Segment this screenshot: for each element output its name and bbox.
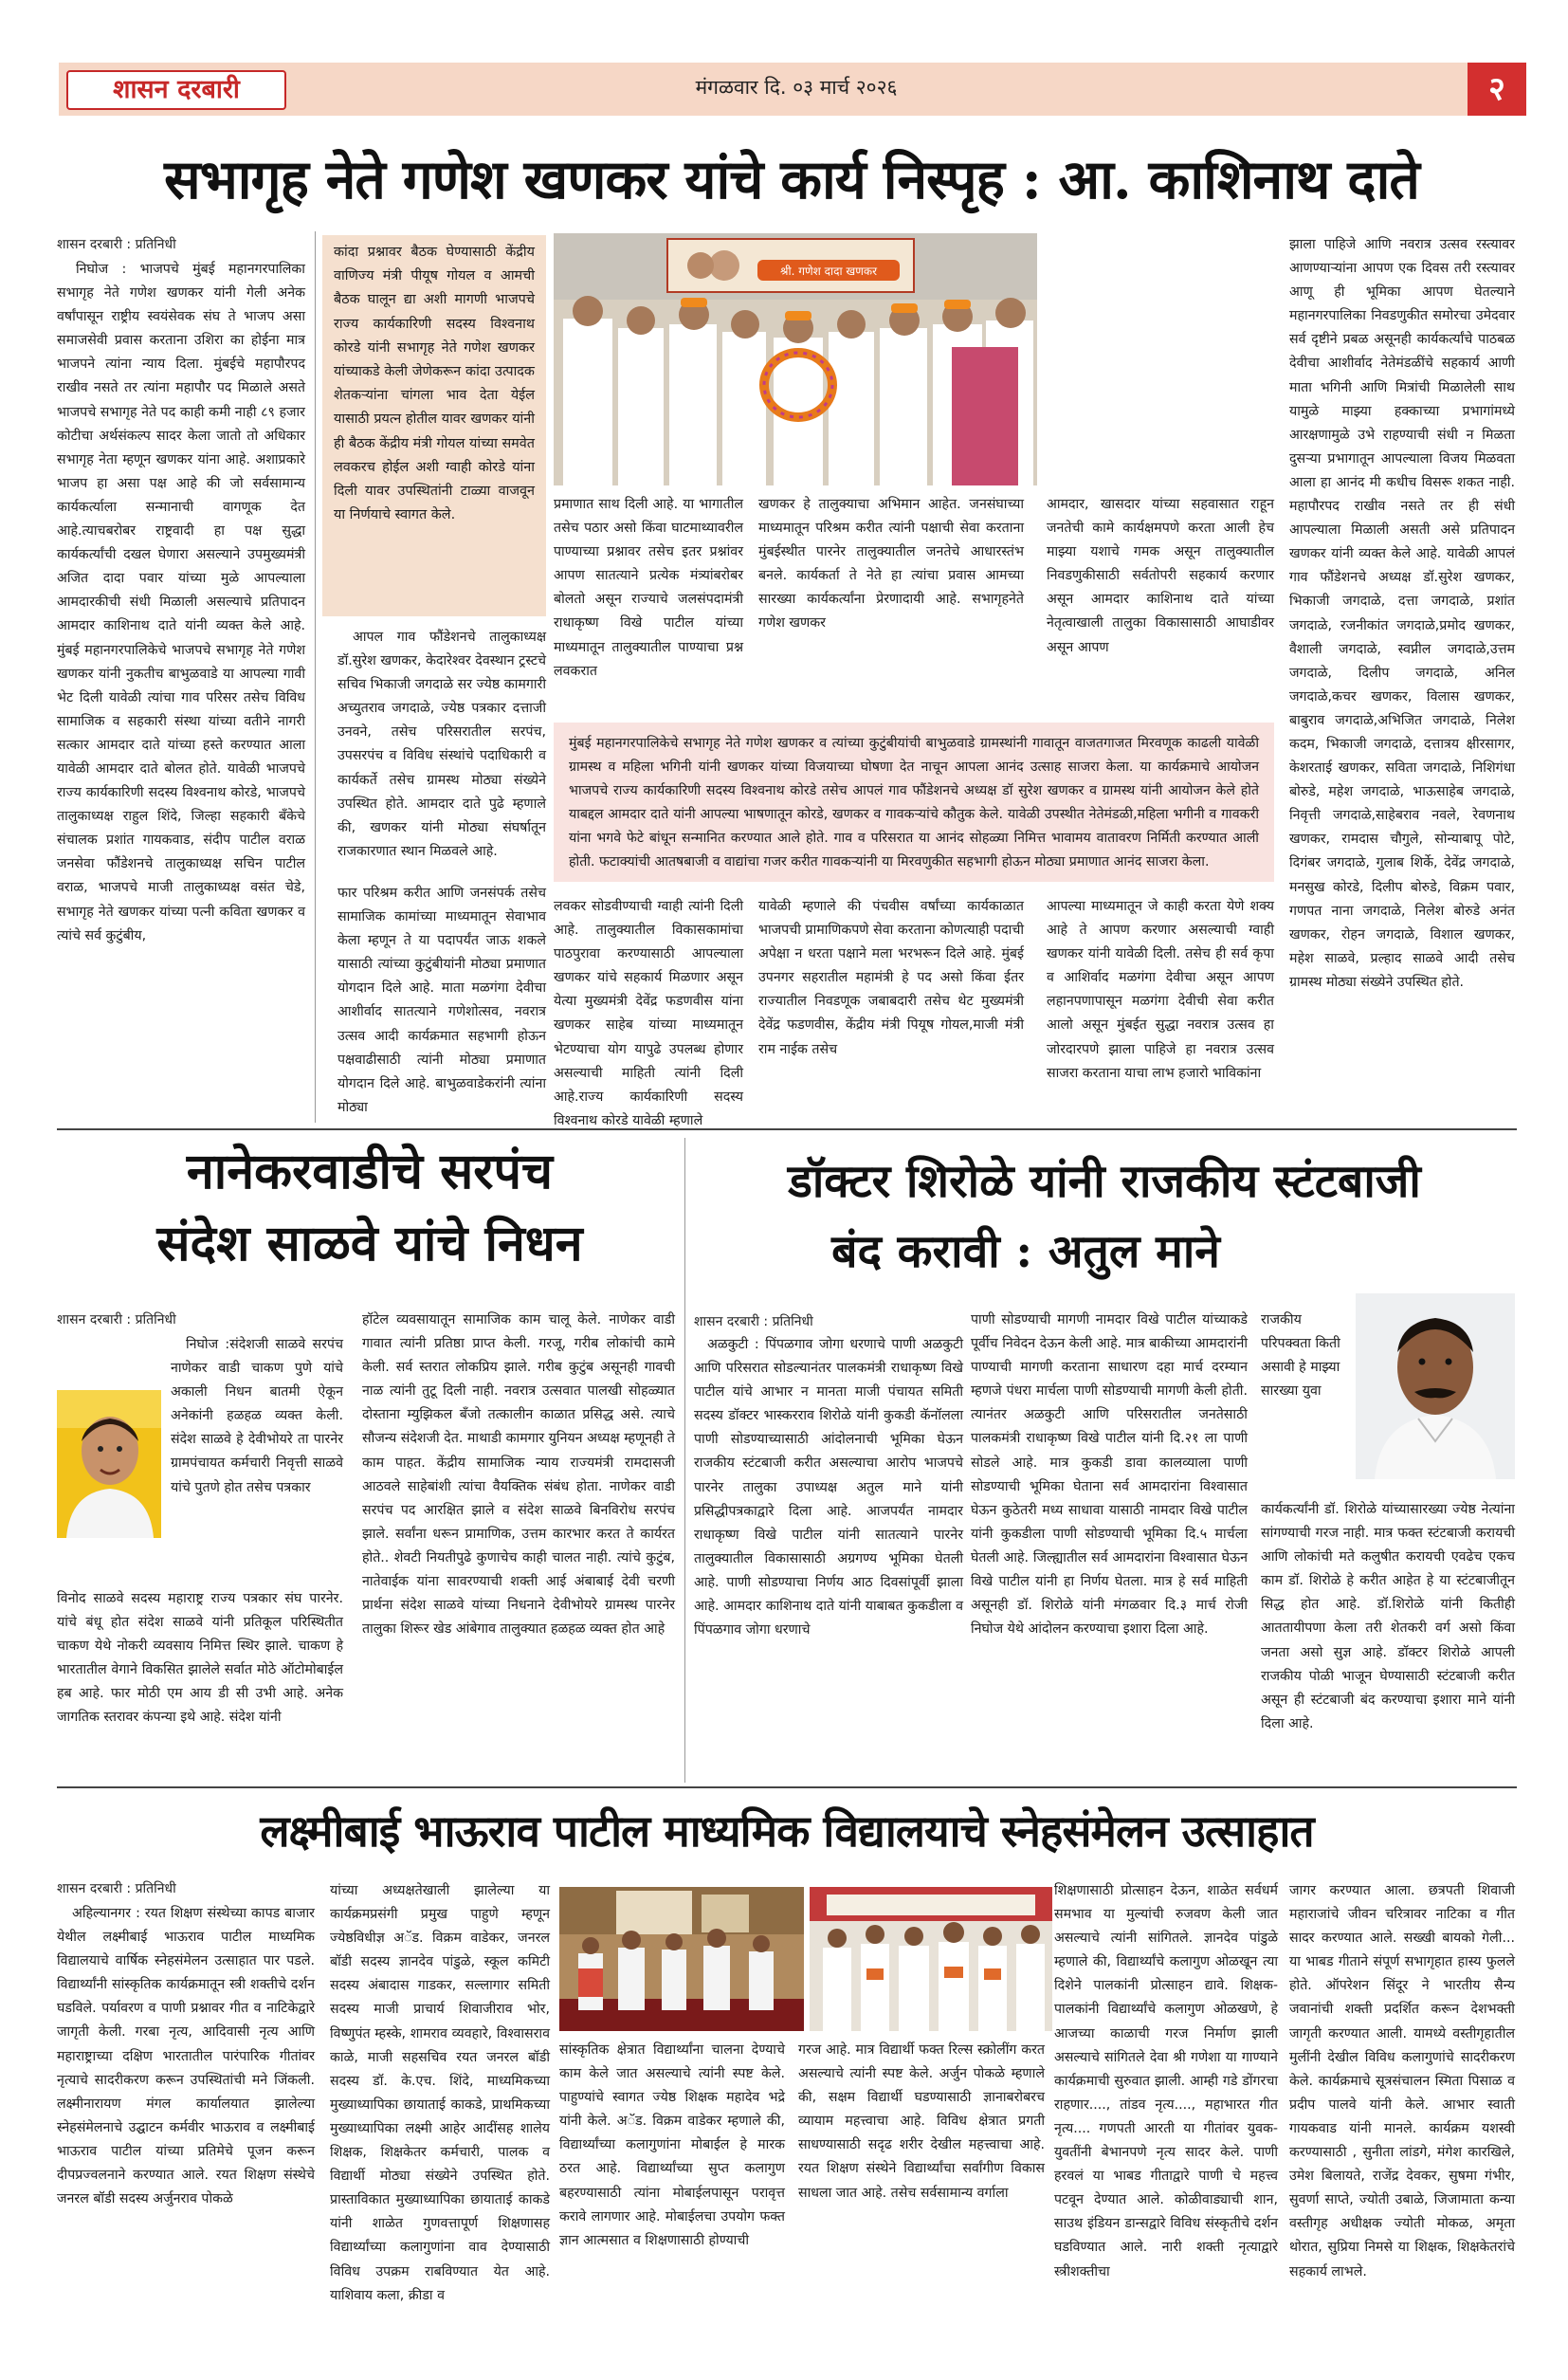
column-rule — [684, 1138, 685, 1783]
story1-column-5-bottom: आपल्या माध्यमातून जे काही करता येणे शक्य आहे ते आपण करणार असल्याची ग्वाही खणकर यांनी यावेळी दिली. तसेच ही सर्व कृपा व आशिर्वाद मळगंगा देवीचा असून आपण लहानपणापासून मळगंगा देवीची सेवा करीत आलो असून मुंबईत सुद्धा नवरात्र उत्सव हा जोरदारपणे झाला पाहिजे हा नवरात्र उत्सव साजरा करताना याचा लाभ हजारो भाविकांना — [1047, 899, 1274, 1081]
brand-logo: शासन दरबारी — [66, 70, 286, 110]
story4-column-6: जागर करण्यात आला. छत्रपती शिवाजी महाराजांचे जीवन चरित्रावर नाटिका व गीत सादर करण्यात आले. सख्खी बायको गेली... या भाबड गीताने संपूर्ण सभागृहात हास्य फुलले होते. ऑपरेशन सिंदूर ने भारतीय सैन्य जवानांची शक्ती प्रदर्शित करून देशभक्ती जागृती करण्यात आली. यामध्ये वस्तीगृहातील मुलींनी देखील विविध कलागुणांचे सादरीकरण केले. कार्यक्रमाचे सूत्रसंचालन स्मिता पिसाळ व प्रदीप पालवे यांनी केले. आभार स्वाती गायकवाड यांनी मानले. कार्यक्रम यशस्वी करण्यासाठी , सुनीता लांडगे, मंगेश कारखिले, उमेश बिलायते, राजेंद्र देवकर, सुषमा गंभीर, सुवर्णा साप्ते, ज्योती उबाळे, जिजामाता कन्या वस्तीगृह अधीक्षक ज्योती मोकळ, अमृता थोरात, सुप्रिया निमसे या शिक्षक, शिक्षकेतरांचे सहकार्य लाभले. — [1289, 1883, 1515, 2279]
story1-column-2-bottom: लवकर सोडवीण्याची ग्वाही त्यांनी दिली आहे. तालुक्यातील विकासकामांचा पाठपुरावा करण्यासाठी आपल्याला खणकर यांचे सहकार्य मिळणार असून येत्या मुख्यमंत्री देवेंद्र फडणवीस यांना खणकर साहेब यांच्या माध्यमातून भेटण्याचा योग यापुढे उपलब्ध होणार असल्याची माहिती त्यांनी दिली आहे.राज्य कार्यकारिणी सदस्य विश्वनाथ कोरडे यावेळी म्हणाले — [554, 899, 743, 1128]
felicitation-banner-text: श्री. गणेश दादा खणकर — [779, 265, 878, 278]
story1-felicitation-photo — [554, 233, 1037, 485]
story4-column-2: यांच्या अध्यक्षतेखाली झालेल्या या कार्यक्रमप्रसंगी प्रमुख पाहुणे म्हणून ज्येष्ठविधीज्ञ अॅड. विक्रम वाडेकर, जनरल बॉडी सदस्य ज्ञानदेव पांडुळे, स्कूल कमिटी सदस्य अंबादास गाडकर, सल्लागार समिती सदस्य माजी प्राचार्य शिवाजीराव भोर, विष्णुपंत म्हस्के, शामराव व्यवहारे, विश्वासराव काळे, माजी सहसचिव रयत जनरल बॉडी सदस्य डॉ. के.एच. शिंदे, माध्यमिकच्या मुख्याध्यापिका छायाताई काकडे, प्राथमिकच्या मुख्याध्यापिका लक्ष्मी आहेर आदींसह शालेय शिक्षक, शिक्षकेतर कर्मचारी, पालक व विद्यार्थी मोठ्या संख्येने उपस्थित होते. प्रास्ताविकात मुख्याध्यापिका छायाताई काकडे यांनी शाळेत गुणवत्तापूर्ण शिक्षणासह विद्यार्थ्यांच्या कलागुणांना वाव देण्यासाठी विविध उपक्रम राबविण्यात येत आहे. याशिवाय कला, क्रीडा व — [330, 1883, 550, 2303]
story4-headline: लक्ष्मीबाई भाऊराव पाटील माध्यमिक विद्यालयाचे स्नेहसंमेलन उत्साहात — [260, 1805, 1314, 1857]
story3-headline-line2: बंद करावी : अतुल माने — [831, 1225, 1220, 1278]
story1-headline: सभागृह नेते गणेश खणकर यांचे कार्य निस्पृह : आ. काशिनाथ दाते — [164, 148, 1419, 211]
story1-byline: शासन दरबारी : प्रतिनिधी — [57, 237, 176, 252]
story1-column-6: झाला पाहिजे आणि नवरात्र उत्सव रस्त्यावर आणण्याऱ्यांना आपण एक दिवस तरी रस्त्यावर आणू ही भूमिका आपण घेतल्याने महानगरपालिका निवडणुकीत समोरचा उमेदवार सर्व दृष्टीने प्रबळ असूनही कार्यकर्त्यांचे पाठबळ देवीचा आशीर्वाद नेतेमंडळींचे सहकार्य आणी माता भगिनी आणि मित्रांची मिळालेली साथ यामुळे माझ्या हक्काच्या प्रभागांमध्ये आरक्षणामुळे उभे राहण्याची संधी न मिळता दुसऱ्या प्रभागातून आपल्याला विजय मिळवता आला हा आनंद मी कधीच विसरू शकत नाही. महापौरपद राखीव नसते तर ही संधी आपल्याला मिळाली असती असे प्रतिपादन खणकर यांनी व्यक्त केले आहे. यावेळी आपलं गाव फौंडेशनचे अध्यक्ष डॉ.सुरेश खणकर, भिकाजी जगदाळे, दत्ता जगदाळे, प्रशांत जगदाळे, रजनीकांत जगदाळे,प्रमोद खणकर, वैशाली जगदाळे, स्वप्नील जगदाळे,उत्तम जगदाळे, दिलीप जगदाळे, अनिल जगदाळे,कचर खणकर, विलास खणकर, बाबुराव जगदाळे,अभिजित जगदाळे, निलेश कदम, भिकाजी जगदाळे, दत्तात्रय क्षीरसागर, केशरताई खणकर, सविता जगदाळे, निशिगंधा बोरुडे, महेश जगदाळे, भाऊसाहेब जगदाळे, निवृत्ती जगदाळे,साहेबराव नवले, रेवणनाथ खणकर, रामदास चौगुले, सोन्याबापू पोटे, दिगंबर जगदाळे, गुलाब शिर्के, देवेंद्र जगदाळे, मनसुख कोरडे, दिलीप बोरुडे, विक्रम पवार, गणपत नाना जगदाळे, निलेश बोरुडे अनंत खणकर, रोहन जगदाळे, विशाल खणकर, महेश साळवे, प्रल्हाद साळवे आदी तसेच ग्रामस्थ मोठ्या संख्येने उपस्थित होते. — [1289, 237, 1515, 990]
section-divider — [57, 1128, 1517, 1130]
story4-function-photo-2 — [810, 1887, 1052, 2031]
page-number: २ — [1468, 63, 1526, 116]
section-divider — [57, 1786, 1517, 1788]
story1-column-2-mid: फार परिश्रम करीत आणि जनसंपर्क तसेच सामाजिक कामांच्या माध्यमातून सेवाभाव केला म्हणून ते या पदापर्यंत जाऊ शकले यासाठी त्यांच्या कुटुंबीयांनी मोठ्या प्रमाणात योगदान दिले आहे. माता मळगंगा देवीचा आशीर्वाद सातत्याने गणेशोत्सव, नवरात्र उत्सव आदी कार्यक्रमात सहभागी होऊन पक्षवाढीसाठी त्यांनी मोठ्या प्रमाणात योगदान दिले आहे. बाभुळवाडेकरांनी त्यांना मोठ्या — [337, 886, 546, 1115]
story1-column-3-mid: यावेळी म्हणाले की पंचवीस वर्षांच्या कार्यकाळात भाजपची प्रामाणिकपणे सेवा करताना कोणत्याही पदाची अपेक्षा न धरता पक्षाने मला भरभरून दिले आहे. मुंबई उपनगर सहरातील महामंत्री हे पद असो किंवा ईतर राज्यातील निवडणूक जबाबदारी तसेच थेट मुख्यमंत्री देवेंद्र फडणवीस, केंद्रीय मंत्री पियूष गोयल,माजी मंत्री राम नाईक तसेच — [758, 899, 1024, 1057]
story1-column-4: खणकर हे तालुक्याचा अभिमान आहेत. जनसंघाच्या माध्यमातून परिश्रम करीत त्यांनी पक्षाची सेवा करताना मुंबईस्थीत पारनेर तालुक्यातील जनतेचे आधारस्तंभ बनले. कार्यकर्ता ते नेते हा त्यांचा प्रवास आमच्या सारख्या कार्यकर्त्यांना प्रेरणादायी आहे. सभागृहनेते गणेश खणकर — [758, 497, 1024, 632]
story4-column-4: गरज आहे. मात्र विद्यार्थी फक्त रिल्स स्क्रोलींग करत असल्याचे त्यांनी स्पष्ट केले. अर्जुन पोकळे म्हणाले की, सक्षम विद्यार्थी घडण्यासाठी ज्ञानाबरोबरच व्यायाम महत्त्वाचा आहे. विविध क्षेत्रात प्रगती साधण्यासाठी सदृढ शरीर देखील महत्त्वाचा आहे. रयत शिक्षण संस्थेने विद्यार्थ्यांचा सर्वांगीण विकास साधला जात आहे. तसेच सर्वसामान्य वर्गाला — [798, 2042, 1045, 2201]
story1-highlight-text: कांदा प्रश्नावर बैठक घेण्यासाठी केंद्रीय वाणिज्य मंत्री पीयूष गोयल व आमची बैठक घालून द्या अशी मागणी भाजपचे राज्य कार्यकारिणी सदस्य विश्वनाथ कोरडे यांनी सभागृह नेते गणेश खणकर यांच्याकडे केली जेणेकरून कांदा उत्पादक शेतकऱ्यांना चांगला भाव देता येईल यासाठी प्रयत्न होतील यावर खणकर यांनी ही बैठक केंद्रीय मंत्री गोयल यांच्या समवेत लवकरच होईल अशी ग्वाही कोरडे यांना दिली यावर उपस्थितांनी टाळ्या वाजवून या निर्णयाचे स्वागत केले. — [334, 245, 535, 523]
story1-pink-box — [554, 723, 1274, 882]
story3-byline: शासन दरबारी : प्रतिनिधी — [694, 1314, 813, 1329]
story1-pink-text: मुंबई महानगरपालिकेचे सभागृह नेते गणेश खणकर व त्यांच्या कुटुंबीयांची बाभुळवाडे ग्रामस्थांनी गावातून वाजतगाजत मिरवणूक काढली यावेळी ग्रामस्थ व महिला भगिनी यांनी खणकर यांच्या विजयाच्या घोषणा देत नाचून आपला आनंद उत्साह साजरा केला. या कार्यक्रमाचे आयोजन भाजपचे राज्य कार्यकारिणी सदस्य विश्वनाथ कोरडे तसेच आपलं गाव फौंडेशनचे अध्यक्ष डॉ सुरेश खणकर व ग्रामस्थ यांनी आयोजन केले होते याबद्दल आमदार दाते यांनी आपल्या भाषणातून कोरडे, खणकर व गावकऱ्यांचे कौतुक केले. यावेळी उपस्थीत नेतेमंडळी,महिला भगीनी व गावकरी यांना भगवे फेटे बांधून सन्मानित करण्यात आले होते. गाव व परिसरात या आनंद सोहळ्या निमित्त भावामय वातावरण निर्मिती करण्यात आली होती. फटाक्यांची आतषबाजी व वाद्यांचा गजर करीत गावकऱ्यांनी या मिरवणुकीत सहभागी होऊन मोठ्या प्रमाणात आनंद साजरा केला. — [569, 736, 1259, 870]
issue-date: मंगळवार दि. ०३ मार्च २०२६ — [695, 76, 898, 99]
story1-highlight-box — [322, 235, 546, 616]
story3-column-2: पाणी सोडण्याची मागणी नामदार विखे पाटील यांच्याकडे पूर्वीच निवेदन देऊन केली आहे. मात्र बाकीच्या आमदारांनी पाण्याची मागणी करताना साधारण दहा मार्च दरम्यान म्हणजे पंधरा मार्चला पाणी सोडण्याची मागणी केली होती. त्यानंतर अळकुटी आणि परिसरातील जनतेसाठी पालकमंत्री राधाकृष्ण विखे पाटील यांनी दि.२१ ला पाणी सोडले आहे. मात्र कुकडी डावा कालव्याला पाणी सोडण्याची भूमिका घेताना सर्व आमदारांना विश्वासात घेऊन कुठेतरी मध्य साधावा यासाठी नामदार विखे पाटील यांनी कुकडीला पाणी सोडण्याची भूमिका दि.५ मार्चला घेतली आहे. जिल्ह्यातील सर्व आमदारांना विश्वासात घेऊन विखे पाटील यांनी हा निर्णय घेतला. मात्र हे सर्व माहिती असूनही डॉ. शिरोळे यांनी मंगळवार दि.३ मार्च रोजी निघोज येथे आंदोलन करण्याचा इशारा दिला आहे. — [971, 1312, 1248, 1638]
story4-column-3: सांस्कृतिक क्षेत्रात विद्यार्थ्यांना चालना देण्याचे काम केले जात असल्याचे त्यांनी स्पष्ट केले. पाहुण्यांचे स्वागत ज्येष्ठ शिक्षक महादेव भद्रे यांनी केले. अॅड. विक्रम वाडेकर म्हणाले की, विद्यार्थ्यांच्या कलागुणांना मोबाईल हे मारक ठरत आहे. विद्यार्थ्यांच्या सुप्त कलागुण बहरण्यासाठी त्यांना मोबाईलपासून परावृत्त करावे लागणार आहे. मोबाईलचा उपयोग फक्त ज्ञान आत्मसात व शिक्षणासाठी होण्याची — [559, 2042, 785, 2248]
story1-column-3: प्रमाणात साथ दिली आहे. या भागातील तसेच पठार असो किंवा घाटमाथ्यावरील पाण्याच्या प्रश्नावर तसेच इतर प्रश्नांवर आपण सातत्याने प्रत्येक मंत्र्यांबरोबर बोलतो असून राज्याचे जलसंपदामंत्री राधाकृष्ण विखे पाटील यांच्या माध्यमातून तालुक्यातील पाण्याचा प्रश्न लवकरात — [554, 497, 743, 679]
story4-column-1: अहिल्यानगर : रयत शिक्षण संस्थेच्या कापड बाजार येथील लक्ष्मीबाई भाऊराव पाटील माध्यमिक विद्यालयाचे वार्षिक स्नेहसंमेलन उत्साहात पार पडले. विद्यार्थ्यांनी सांस्कृतिक कार्यक्रमातून स्त्री शक्तीचे दर्शन घडविले. पर्यावरण व पाणी प्रश्नावर गीत व नाटिकेद्वारे जागृती केली. गरबा नृत्य, आदिवासी नृत्य आणि महाराष्ट्राच्या दक्षिण भारतातील पारंपारिक गीतांवर नृत्याचे सादरीकरण करून उपस्थितांची मने जिंकली. लक्ष्मीनारायण मंगल कार्यालयात झालेल्या स्नेहसंमेलनाचे उद्घाटन कर्मवीर भाऊराव व लक्ष्मीबाई भाऊराव पाटील यांच्या प्रतिमेचे पूजन करून दीपप्रज्वलनाने करण्यात आले. रयत शिक्षण संस्थेचे जनरल बॉडी सदस्य अर्जुनराव पोकळे — [57, 1906, 315, 2207]
story3-headline-line1: डॉक्टर शिरोळे यांनी राजकीय स्टंटबाजी — [788, 1155, 1421, 1208]
story3-column-3: कार्यकर्त्यांनी डॉ. शिरोळे यांच्यासारख्या ज्येष्ठ नेत्यांना सांगण्याची गरज नाही. मात्र फक्त स्टंटबाजी करायची आणि लोकांची मते कलुषीत करायची एवढेच एकच काम डॉ. शिरोळे हे करीत आहेत हे या स्टंटबाजीतून सिद्ध होत आहे. डॉ.शिरोळे यांनी कितीही आततायीपणा केला तरी शेतकरी वर्ग असो किंवा जनता असो सुज्ञ आहे. डॉक्टर शिरोळे आपली राजकीय पोळी भाजून घेण्यासाठी स्टंटबाजी करीत असून ही स्टंटबाजी बंद करण्याचा इशारा माने यांनी दिला आहे. — [1261, 1502, 1515, 1731]
story4-function-photo-1 — [559, 1887, 804, 2031]
story2-headline-line2: संदेश साळवे यांचे निधन — [156, 1215, 583, 1272]
story2-column-2: हॉटेल व्यवसायातून सामाजिक काम चालू केले. नाणेकर वाडी गावात त्यांनी प्रतिष्ठा प्राप्त केली. गरजू, गरीब लोकांची कामे केली. सर्व स्तरात लोकप्रिय झाले. गरीब कुटुंब असूनही गावची नाळ त्यांनी तुटू दिली नाही. नवरात्र उत्सवात पालखी सोहळ्यात दोस्ताना म्युझिकल बँजो तत्कालीन काळात प्रसिद्ध असे. त्याचे सौजन्य संदेशजी देत. माथाडी कामगार युनियन अध्यक्ष म्हणूनही ते काम पाहत. केंद्रीय सामाजिक न्याय राज्यमंत्री रामदासजी आठवले साहेबांशी त्यांचा वैयक्तिक संबंध होता. नाणेकर वाडी सरपंच पद आरक्षित झाले व संदेश साळवे बिनविरोध सरपंच झाले. सर्वांना धरून प्रामाणिक, उत्तम कारभार करत ते कार्यरत होते.. शेवटी नियतीपुढे कुणाचेच काही चालत नाही. त्यांचे कुटुंब, नातेवाईक यांना सावरण्याची शक्ती आई अंबाबाई देवी चरणी प्रार्थना संदेश साळवे यांच्या निधनाने देवीभोयरे ग्रामस्थ पारनेर तालुका शिरूर खेड आंबेगाव तालुक्यात हळहळ व्यक्त होत आहे — [362, 1312, 675, 1638]
story2-column-1-bottom: विनोद साळवे सदस्य महाराष्ट्र राज्य पत्रकार संघ पारनेर. यांचे बंधू होत संदेश साळवे यांनी प्रतिकूल परिस्थितीत चाकण येथे नोकरी व्यवसाय निमित्त स्थिर झाले. चाकण हे भारतातील वेगाने विकसित झालेले सर्वात मोठे ऑटोमोबाईल हब आहे. फार मोठी एम आय डी सी उभी आहे. अनेक जागतिक स्तरावर कंपन्या इथे आहे. संदेश यांनी — [57, 1591, 343, 1726]
story1-column-2: आपल गाव फौंडेशनचे तालुकाध्यक्ष डॉ.सुरेश खणकर, केदारेश्वर देवस्थान ट्रस्टचे सचिव भिकाजी जगदाळे सर ज्येष्ठ कामगारी अच्युतराव जगदाळे, ज्येष्ठ पत्रकार दत्ताजी उनवने, तसेच परिसरातील सरपंच, उपसरपंच व विविध संस्थांचे पदाधिकारी व कार्यकर्ते तसेच ग्रामस्थ मोठ्या संख्येने उपस्थित होते. आमदार दाते पुढे म्हणाले की, खणकर यांनी मोठ्या संघर्षातून राजकारणात स्थान मिळवले आहे. — [337, 630, 546, 859]
story4-column-5: शिक्षणासाठी प्रोत्साहन देऊन, शाळेत सर्वधर्म समभाव या मुल्यांची रुजवण केली जात असल्याचे त्यांनी सांगितले. ज्ञानदेव पांडुळे म्हणाले की, विद्यार्थ्यांचे कलागुण ओळखून त्या दिशेने पालकांनी प्रोत्साहन द्यावे. शिक्षक-पालकांनी विद्यार्थ्यांचे कलागुण ओळखणे, हे आजच्या काळाची गरज निर्माण झाली असल्याचे सांगितले देवा श्री गणेशा या गाण्याने कार्यक्रमाची सुरुवात झाली. आम्ही गडे डोंगरचा राहणार...., तांडव नृत्य...., महाभारत गीत नृत्य.... गणपती आरती या गीतांवर युवक-युवतींनी बेभानपणे नृत्य सादर केले. पाणी हरवलं या भाबड गीताद्वारे पाणी चे महत्त्व पटवून देण्यात आले. कोळीवाड्याची शान, साउथ इंडियन डान्सद्वारे विविध संस्कृतीचे दर्शन घडविण्यात आले. नारी शक्ती नृत्याद्वारे स्त्रीशक्तीचा — [1054, 1883, 1278, 2279]
story3-column-3-narrow: राजकीय परिपक्वता किती असावी हे माझ्या सारख्या युवा — [1261, 1312, 1340, 1400]
story2-headline-line1: नानेकरवाडीचे सरपंच — [186, 1143, 554, 1200]
story1-column-1: निघोज : भाजपचे मुंबई महानगरपालिका सभागृह नेते गणेश खणकर यांनी गेली अनेक वर्षांपासून राष्ट्रीय स्वयंसेवक संघ ते भाजप असा समाजसेवी प्रवास करताना उशिरा का होईना मात्र भाजपने त्यांना न्याय दिला. मुंबईचे महापौरपद राखीव नसते तर त्यांना महापौर पद मिळाले असते भाजपचे सभागृह नेते पद काही कमी नाही ८९ हजार कोटीचा अर्थसंकल्प सादर केला जातो तो अधिकार सभागृह नेता म्हणून खणकर यांना आहे. अशाप्रकारे भाजप हा असा पक्ष आहे की जो सर्वसामान्य कार्यकर्त्याला सन्मानाची वागणूक देत आहे.त्याचबरोबर राष्ट्रवादी हा पक्ष सुद्धा कार्यकर्त्यांची दखल घेणारा असल्याने उपमुख्यमंत्री अजित दादा पवार यांच्या मुळे आपल्याला आमदारकीची संधी मिळाली असल्याचे प्रतिपादन आमदार काशिनाथ दाते यांनी व्यक्त केले आहे. मुंबई महानगरपालिकेचे भाजपचे सभागृह नेते गणेश खणकर यांनी नुकतीच बाभुळवाडे या आपल्या गावी भेट दिली यावेळी त्यांचा गाव परिसर तसेच विविध सामाजिक व सहकारी संस्था यांच्या वतीने नागरी सत्कार आमदार दाते यांच्या हस्ते करण्यात आला यावेळी आमदार दाते बोलत होते. यावेळी भाजपचे राज्य कार्यकारिणी सदस्य विश्वनाथ कोरडे, भाजपचे तालुकाध्यक्ष राहुल शिंदे, जिल्हा सहकारी बँकेचे संचालक प्रशांत गायकवाड, संदीप पाटील वराळ जनसेवा फौंडेशनचे तालुकाध्यक्ष सचिन पाटील वराळ, भाजपचे माजी तालुकाध्यक्ष वसंत चेडे, सभागृह नेते खणकर यांच्या पत्नी कविता खणकर व त्यांचे सर्व कुटुंबीय, — [57, 262, 305, 943]
story2-portrait-photo — [57, 1390, 161, 1538]
story3-column-1: अळकुटी : पिंपळगाव जोगा धरणाचे पाणी अळकुटी आणि परिसरात सोडल्यानंतर पालकमंत्री राधाकृष्ण विखे पाटील यांचे आभार न मानता माजी पंचायत समिती सदस्य डॉक्टर भास्करराव शिरोळे यांनी कुकडी कॅनॉलला पाणी सोडण्याच्यासाठी आंदोलनाची भूमिका घेऊन राजकीय स्टंटबाजी करीत असल्याचा आरोप भाजपचे पारनेर तालुका उपाध्यक्ष अतुल माने यांनी प्रसिद्धीपत्रकाद्वारे दिला आहे. आजपर्यंत नामदार राधाकृष्ण विखे पाटील यांनी सातत्याने पारनेर तालुक्यातील विकासासाठी अग्रगण्य भूमिका घेतली आहे. पाणी सोडण्याचा निर्णय आठ दिवसांपूर्वी झाला आहे. आमदार काशिनाथ दाते यांनी याबाबत कुकडीला व पिंपळगाव जोगा धरणाचे — [694, 1337, 963, 1639]
story2-column-1-top: निघोज :संदेशजी साळवे सरपंच नाणेकर वाडी चाकण पुणे यांचे अकाली निधन बातमी ऐकून अनेकांनी हळहळ व्यक्त केली. संदेश साळवे हे देवीभोयरे ता पारनेर ग्रामपंचायत कर्मचारी निवृत्ती साळवे यांचे पुतणे होत तसेच पत्रकार — [171, 1337, 343, 1495]
story3-portrait-photo — [1356, 1293, 1515, 1479]
story4-byline: शासन दरबारी : प्रतिनिधी — [57, 1881, 176, 1896]
column-rule — [315, 231, 316, 1123]
story1-column-5: आमदार, खासदार यांच्या सहवासात राहून जनतेची कामे कार्यक्षमपणे करता आली हेच माझ्या यशाचे गमक असून तालुक्यातील निवडणुकीसाठी सर्वतोपरी सहकार्य करणार असून आमदार काशिनाथ दाते यांच्या नेतृत्वाखाली तालुका विकासासाठी आघाडीवर असून आपण — [1047, 497, 1274, 655]
story2-byline: शासन दरबारी : प्रतिनिधी — [57, 1312, 176, 1327]
